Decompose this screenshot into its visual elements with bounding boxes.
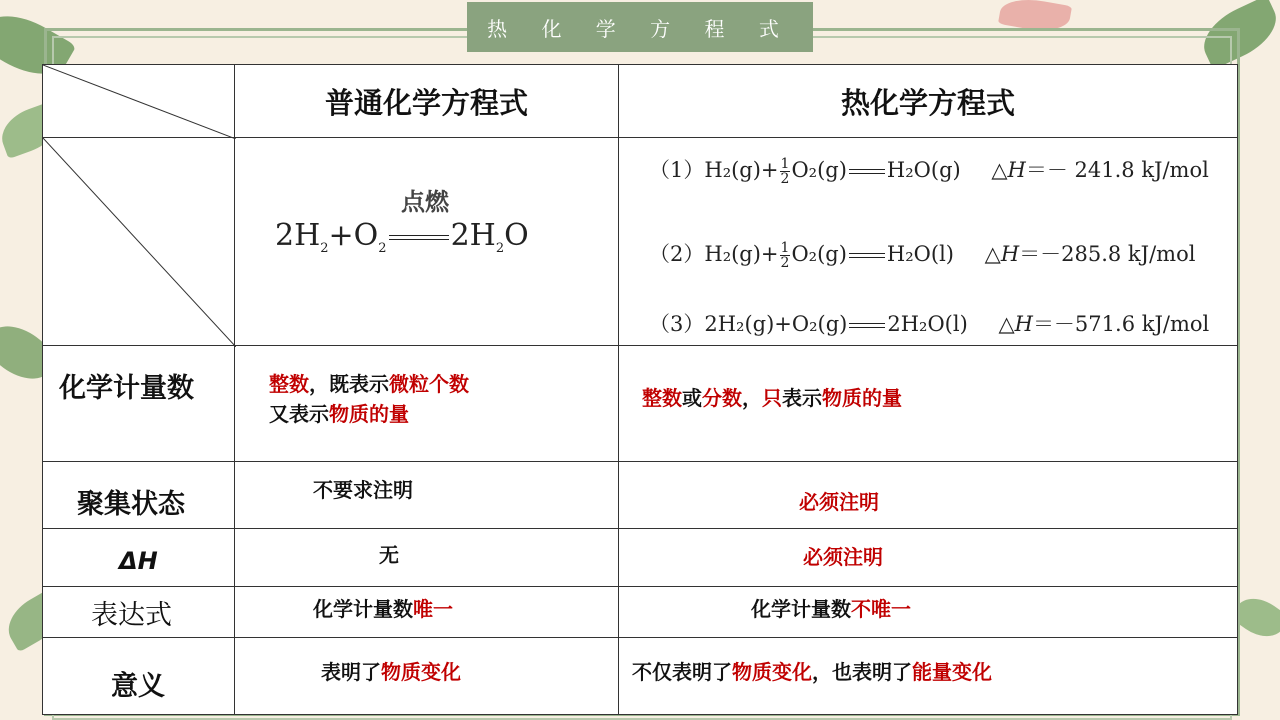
thermo-coefficient-cell [618, 345, 1238, 462]
ordinary-meaning-cell [234, 637, 619, 715]
thermo-meaning-text: 不仅表明了物质变化，也表明了能量变化 [632, 660, 992, 684]
corner-cell [42, 64, 235, 138]
ordinary-equation-cell [234, 137, 619, 346]
page-title: 热 化 学 方 程 式 [467, 2, 813, 52]
row-label-meaning: 意义 [42, 637, 235, 715]
thermo-state-text: 必须注明 [799, 490, 879, 514]
diagonal-line [43, 65, 236, 139]
reaction-condition: 点燃 [401, 188, 449, 216]
thermo-delta-h-cell [618, 528, 1238, 587]
thermo-expression-text: 化学计量数不唯一 [751, 597, 911, 621]
corner-cell-2 [42, 137, 235, 346]
ordinary-state-text: 不要求注明 [313, 478, 413, 502]
row-label-coefficient: 化学计量数 [42, 345, 235, 462]
comparison-table [42, 64, 1238, 715]
ordinary-delta-h-cell [234, 528, 619, 587]
header-thermo: 热化学方程式 [618, 64, 1238, 138]
thermo-equation-cell [618, 137, 1238, 346]
ordinary-coefficient-line1: 整数，既表示微粒个数 [269, 372, 469, 396]
row-label-delta-h: ΔH [42, 528, 235, 587]
ordinary-coefficient-line2: 又表示物质的量 [269, 402, 409, 426]
thermo-equation-1: （1）H₂(g)+ $\frac{1}{2}$ O₂(g) H₂O(g) △H＝－ 241.8 kJ/mol [649, 156, 1209, 187]
thermo-equation-2: （2）H₂(g)+ $\frac{1}{2}$ O₂(g) H₂O(l) △H＝－285.8 kJ/mol [649, 240, 1196, 271]
ordinary-delta-h-text: 无 [379, 543, 399, 567]
thermo-coefficient-text: 整数或分数，只表示物质的量 [642, 386, 902, 410]
ordinary-equation: $2H_2+O_2$ $2H_2O$ [275, 218, 529, 256]
thermo-expression-cell [618, 586, 1238, 638]
ordinary-coefficient-cell [234, 345, 619, 462]
thermo-equation-3: （3）2H₂(g)+O₂(g) 2H₂O(l) △H＝－571.6 kJ/mol [649, 312, 1210, 336]
row-label-state: 聚集状态 [42, 461, 235, 529]
diagonal-line [43, 138, 236, 347]
ordinary-expression-cell [234, 586, 619, 638]
ordinary-meaning-text: 表明了物质变化 [321, 660, 461, 684]
thermo-delta-h-text: 必须注明 [803, 545, 883, 569]
ordinary-state-cell [234, 461, 619, 529]
thermo-state-cell [618, 461, 1238, 529]
ordinary-expression-text: 化学计量数唯一 [313, 597, 453, 621]
thermo-meaning-cell [618, 637, 1238, 715]
row-label-expression: 表达式 [42, 586, 235, 638]
header-ordinary: 普通化学方程式 [234, 64, 619, 138]
